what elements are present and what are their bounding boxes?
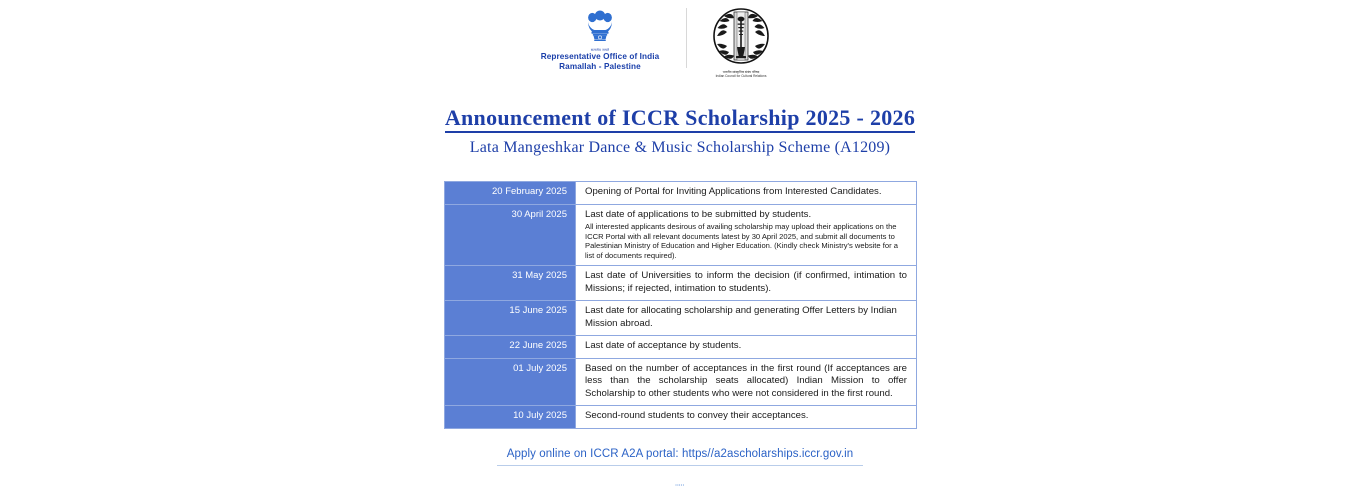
schedule-date-cell: 31 May 2025 xyxy=(445,266,576,301)
footer-tiny-text: ••••• xyxy=(675,483,685,487)
schedule-date-cell: 30 April 2025 xyxy=(445,204,576,266)
page-header xyxy=(0,0,1360,82)
schedule-description-cell xyxy=(576,182,917,205)
page-title: Announcement of ICCR Scholarship 2025 - 2026 xyxy=(445,106,915,133)
schedule-description-cell xyxy=(576,336,917,359)
schedule-date-cell: 20 February 2025 xyxy=(445,182,576,205)
table-row xyxy=(445,336,917,359)
schedule-description-main: Last date for allocating scholarship and generating Offer Letters by Indian Mission abroad. xyxy=(585,305,897,329)
schedule-table xyxy=(444,181,917,429)
schedule-description-cell xyxy=(576,204,917,266)
iccr-logo-block xyxy=(701,6,781,79)
iccr-caption-line1: भारतीय सांस्कृतिक संबंध परिषद xyxy=(722,70,760,74)
header-logos xyxy=(520,6,800,80)
schedule-description-main: Based on the number of acceptances in the first round (If acceptances are less than the scholarship seats allocated) Indian Mission to offer Scholarship to other students who were not considered in the first round. xyxy=(585,362,907,399)
emblem-motto: सत्यमेव जयते xyxy=(590,48,610,52)
table-row xyxy=(445,182,917,205)
logo-divider xyxy=(686,8,687,68)
schedule-description-main: Last date of Universities to inform the decision (if confirmed, intimation to Missions; if rejected, intimation to students). xyxy=(585,270,907,294)
schedule-date-cell: 15 June 2025 xyxy=(445,301,576,336)
schedule-description-main: Opening of Portal for Inviting Applications from Interested Candidates. xyxy=(585,186,882,197)
schedule-date-cell: 22 June 2025 xyxy=(445,336,576,359)
schedule-description-cell xyxy=(576,266,917,301)
schedule-description-note: All interested applicants desirous of availing scholarship may upload their applications on the ICCR Portal with all relevant documents latest by 30 April 2025, and submit all documents to Palestinian Ministry of Education and Higher Education. (Kindly check Ministry's website for a list of documents required). xyxy=(585,222,898,260)
schedule-description-cell xyxy=(576,406,917,429)
schedule-description-cell xyxy=(576,301,917,336)
page-footer xyxy=(0,444,1360,488)
schedule-description-main: Second-round students to convey their acceptances. xyxy=(585,410,809,422)
iccr-circular-emblem-icon xyxy=(713,8,769,69)
schedule-description-cell xyxy=(576,358,917,406)
table-row xyxy=(445,406,917,429)
india-office-logo-block xyxy=(520,6,680,72)
office-name-line2: Ramallah - Palestine xyxy=(559,62,641,71)
office-name-line1: Representative Office of India xyxy=(540,52,660,61)
schedule-date-cell: 10 July 2025 xyxy=(445,406,576,429)
schedule-description-main: Last date of acceptance by students. xyxy=(585,340,742,352)
schedule-table-wrapper xyxy=(444,181,917,429)
table-row xyxy=(445,266,917,301)
iccr-caption-line2: Indian Council for Cultural Relations xyxy=(715,74,767,79)
title-block xyxy=(0,106,1360,157)
table-row xyxy=(445,204,917,266)
india-state-emblem-icon xyxy=(583,8,617,48)
schedule-date-cell: 01 July 2025 xyxy=(445,358,576,406)
iccr-caption xyxy=(705,70,777,79)
table-row xyxy=(445,301,917,336)
page-subtitle: Lata Mangeshkar Dance & Music Scholarship Scheme (A1209) xyxy=(469,139,891,156)
table-row xyxy=(445,358,917,406)
schedule-description-main: Last date of applications to be submitted by students. xyxy=(585,208,812,220)
apply-online-link[interactable]: Apply online on ICCR A2A portal: https//a2ascholarships.iccr.gov.in xyxy=(497,447,864,466)
